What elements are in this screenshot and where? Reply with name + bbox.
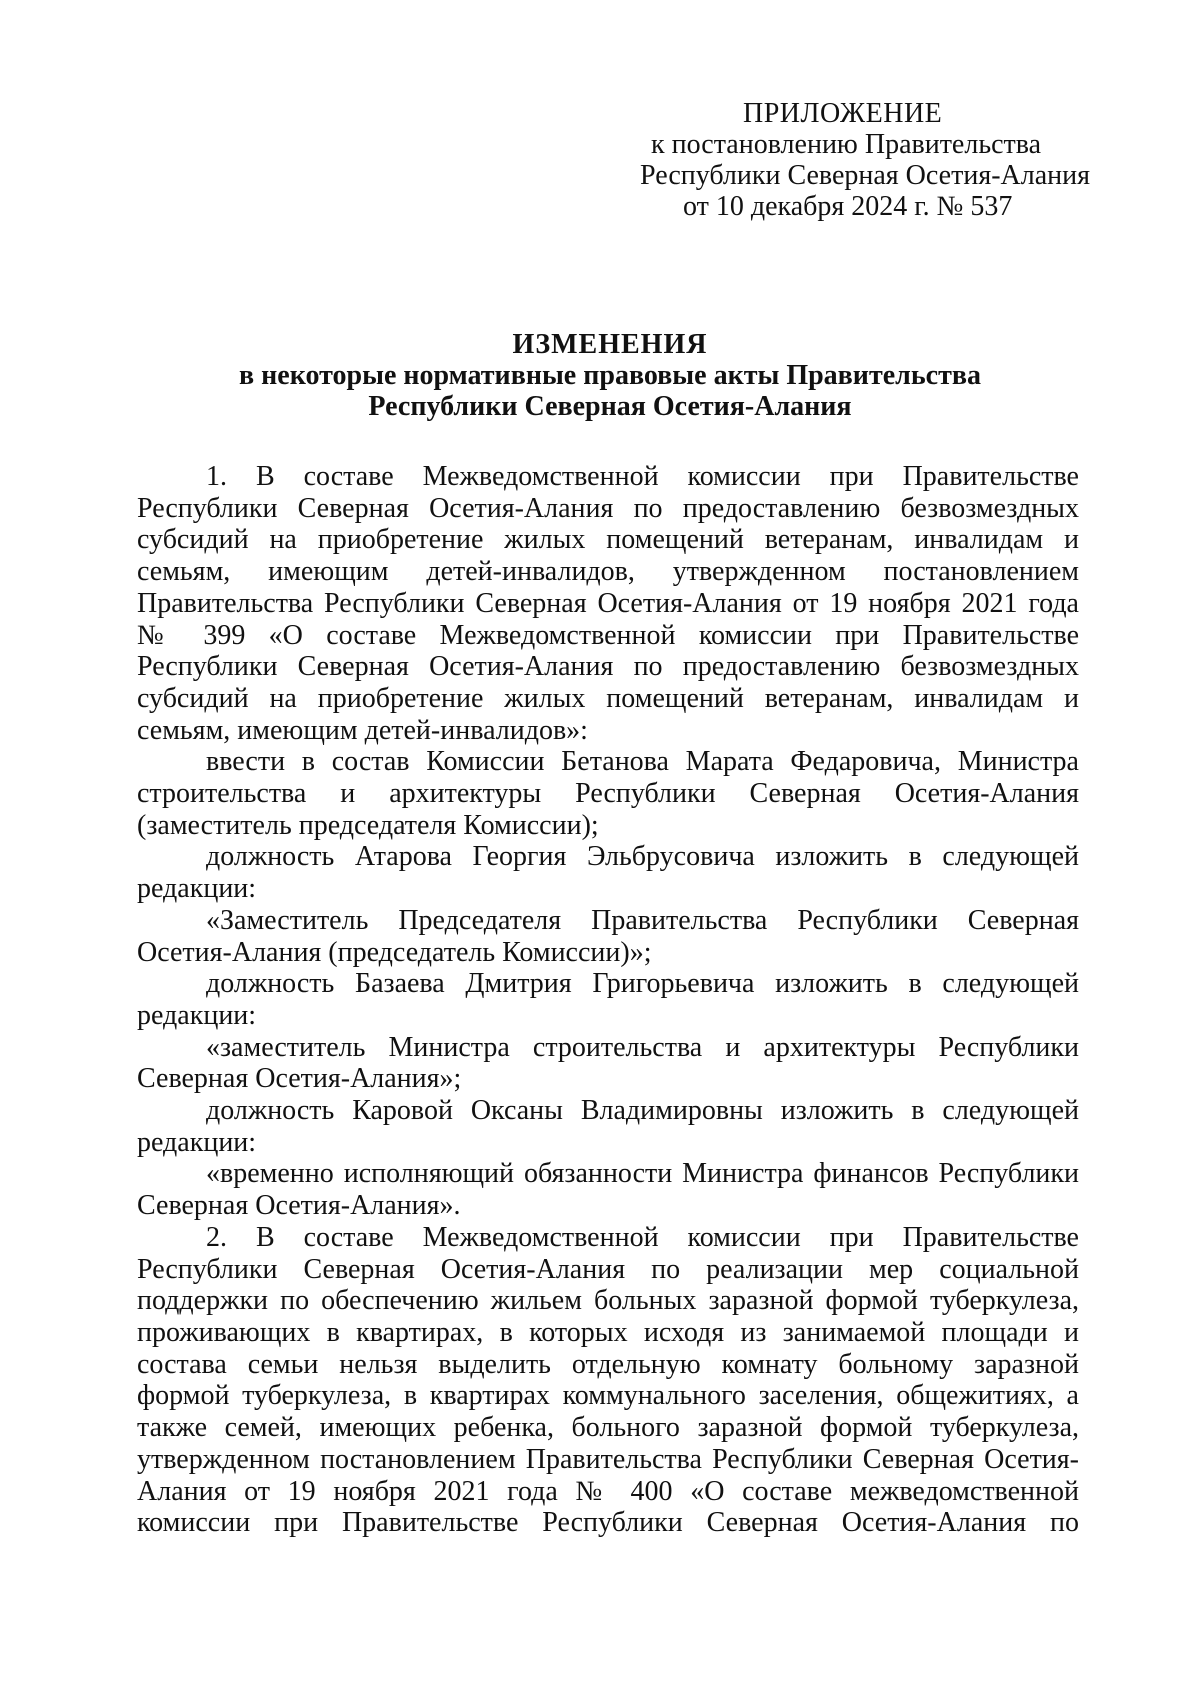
attachment-title: ПРИЛОЖЕНИЕ — [743, 98, 943, 129]
attachment-header — [640, 98, 1090, 222]
title-subtitle-line-2: Республики Северная Осетия-Алания — [368, 391, 852, 422]
attachment-date-number: от 10 декабря 2024 г. № 537 — [683, 191, 1013, 222]
title-subtitle-line-1: в некоторые нормативные правовые акты Правительства — [239, 360, 981, 391]
document-title — [140, 329, 1080, 422]
paragraph-7: должность Каровой Оксаны Владимировны изложить в следующей редакции: — [137, 1095, 1079, 1158]
paragraph-3: должность Атарова Георгия Эльбрусовича изложить в следующей редакции: — [137, 841, 1079, 905]
paragraph-2: ввести в состав Комиссии Бетанова Марата Федаровича, Министра строительства и архитектуры Республики Северная Осетия-Алания (заместитель председателя Комиссии); — [137, 746, 1079, 841]
paragraph-1: 1. В составе Межведомственной комиссии при Правительстве Республики Северная Осетия-Алания по предоставлению безвозмездных субсидий на приобретение жилых помещений ветеранам, инвалидам и семьям, имеющим детей-инвалидов, утвержденном постановлением Правительства Республики Северная Осетия-Алания от 19 ноября 2021 года № 399 «О составе Межведомственной комиссии при Правительстве Республики Северная Осетия-Алания по предоставлению безвозмездных субсидий на приобретение жилых помещений ветеранам, инвалидам и семьям, имеющим детей-инвалидов»: — [137, 461, 1079, 746]
attachment-government-line: Республики Северная Осетия-Алания — [640, 160, 1090, 191]
paragraph-5: должность Базаева Дмитрия Григорьевича изложить в следующей редакции: — [137, 968, 1079, 1031]
document-body — [137, 461, 1079, 1539]
paragraph-6: «заместитель Министра строительства и архитектуры Республики Северная Осетия-Алания»; — [137, 1031, 1079, 1095]
title-main: ИЗМЕНЕНИЯ — [512, 329, 708, 360]
paragraph-4: «Заместитель Председателя Правительства Республики Северная Осетия-Алания (председатель Комиссии)»; — [137, 904, 1079, 968]
attachment-resolution-line: к постановлению Правительства — [651, 129, 1042, 160]
paragraph-9: 2. В составе Межведомственной комиссии при Правительстве Республики Северная Осетия-Алания по реализации мер социальной поддержки по обеспечению жильем больных заразной формой туберкулеза, проживающих в квартирах, в которых исходя из занимаемой площади и состава семьи нельзя выделить отдельную комнату больному заразной формой туберкулеза, в квартирах коммунального заселения, общежитиях, а также семей, имеющих ребенка, больного заразной формой туберкулеза, утвержденном постановлением Правительства Республики Северная Осетия-Алания от 19 ноября 2021 года № 400 «О составе межведомственной комиссии при Правительстве Республики Северная Осетия-Алания по — [137, 1221, 1079, 1539]
paragraph-8: «временно исполняющий обязанности Министра финансов Республики Северная Осетия-Алания». — [137, 1158, 1079, 1222]
